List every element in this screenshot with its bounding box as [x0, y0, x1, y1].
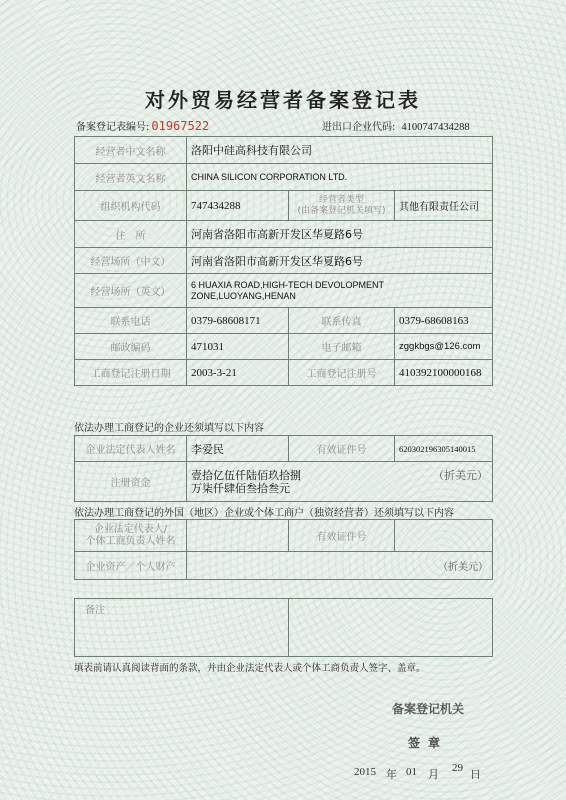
label-fax: 联系传真: [289, 308, 395, 334]
registration-number-value: 01967522: [151, 119, 210, 133]
label-operator-type-line2: (由备案登记机关填写): [297, 205, 386, 216]
value-name-en: CHINA SILICON CORPORATION LTD.: [187, 164, 493, 191]
value-id-number: 620302196305140015: [395, 436, 493, 462]
assets-unit: （折美元）: [438, 562, 488, 573]
signature-seal-label: 签章: [408, 736, 449, 750]
section-enterprise-note: 依法办理工商登记的企业还须填写以下内容: [74, 423, 264, 434]
value-place-en-line2: ZONE,LUOYANG,HENAN: [191, 290, 296, 301]
capital-unit: （折美元）: [433, 468, 488, 482]
date-month-label: 月: [428, 768, 439, 781]
value-capital-line1: 壹拾亿伍仟陆佰玖拾捌: [191, 468, 301, 482]
value-email: zggkbgs@126.com: [395, 334, 493, 360]
value-reg-date: 2003-3-21: [187, 360, 289, 386]
registration-number: [76, 118, 209, 133]
label-place-cn: 经营场所（中文）: [75, 248, 187, 274]
main-info-table: [74, 136, 493, 386]
value-name-cn: 洛阳中硅高科技有限公司: [187, 137, 493, 164]
registration-number-label: 备案登记表编号:: [76, 122, 150, 133]
label-foreign-rep-line1: 企业法定代表人/: [93, 523, 168, 535]
date-year-label: 年: [386, 768, 397, 781]
label-legal-rep: 企业法定代表人姓名: [75, 436, 187, 462]
value-capital-line2: 万柒仟肆佰叁拾叁元: [191, 481, 290, 495]
label-reg-number: 工商登记注册号: [289, 360, 395, 386]
label-address: 住 所: [75, 221, 187, 248]
value-capital: [187, 462, 493, 502]
label-assets: 企业资产／个人财产: [75, 552, 187, 580]
label-id-number: 有效证件号: [289, 436, 395, 462]
label-name-cn: 经营者中文名称: [75, 137, 187, 164]
value-reg-number: 410392100000168: [395, 360, 493, 386]
form-title: 对外贸易经营者备案登记表: [145, 88, 421, 112]
value-remarks: [289, 599, 493, 657]
import-export-code: [322, 118, 470, 133]
remarks-table: [74, 598, 493, 657]
label-foreign-rep: [75, 520, 187, 552]
label-email: 电子邮箱: [289, 334, 395, 360]
label-postcode: 邮政编码: [75, 334, 187, 360]
value-legal-rep: 李爱民: [187, 436, 289, 462]
value-fax: 0379-68608163: [395, 308, 493, 334]
label-operator-type: [289, 191, 395, 221]
label-remarks: 备注: [75, 599, 289, 657]
value-address: 河南省洛阳市高新开发区华夏路6号: [187, 221, 493, 248]
enterprise-table: [74, 435, 493, 502]
value-foreign-id: [395, 520, 493, 552]
value-foreign-rep: [187, 520, 289, 552]
value-place-en: [187, 274, 493, 308]
label-operator-type-line1: 经营者类型: [318, 194, 364, 205]
footer-instructions: 填表前请认真阅读背面的条款，并由企业法定代表人或个体工商负责人签字、盖章。: [74, 663, 426, 674]
registration-authority: 备案登记机关: [392, 702, 465, 716]
label-place-en: 经营场所（英文）: [75, 274, 187, 308]
value-assets: [187, 552, 493, 580]
label-reg-date: 工商登记注册日期: [75, 360, 187, 386]
value-postcode: 471031: [187, 334, 289, 360]
label-foreign-id: 有效证件号: [289, 520, 395, 552]
value-phone: 0379-68608171: [187, 308, 289, 334]
label-foreign-rep-line2: 个体工商负责人姓名: [85, 535, 176, 547]
value-org-code: 747434288: [187, 191, 289, 221]
date-month: 01: [406, 766, 417, 778]
label-name-en: 经营者英文名称: [75, 164, 187, 191]
date-day-label: 日: [470, 768, 481, 781]
foreign-table: [74, 519, 493, 580]
import-export-code-value: 4100747434288: [401, 122, 470, 133]
import-export-code-label: 进出口企业代码:: [322, 122, 396, 133]
value-place-en-line1: 6 HUAXIA ROAD,HIGH-TECH DEVOLOPMENT: [191, 279, 385, 290]
date-day: 29: [452, 762, 463, 774]
date-year: 2015: [354, 766, 376, 778]
label-phone: 联系电话: [75, 308, 187, 334]
value-operator-type: 其他有限责任公司: [395, 191, 493, 221]
value-place-cn: 河南省洛阳市高新开发区华夏路6号: [187, 248, 493, 274]
label-capital: 注册资金: [75, 462, 187, 502]
label-org-code: 组织机构代码: [75, 191, 187, 221]
section-foreign-note: 依法办理工商登记的外国（地区）企业或个体工商户（独资经营者）还须填写以下内容: [74, 508, 454, 519]
